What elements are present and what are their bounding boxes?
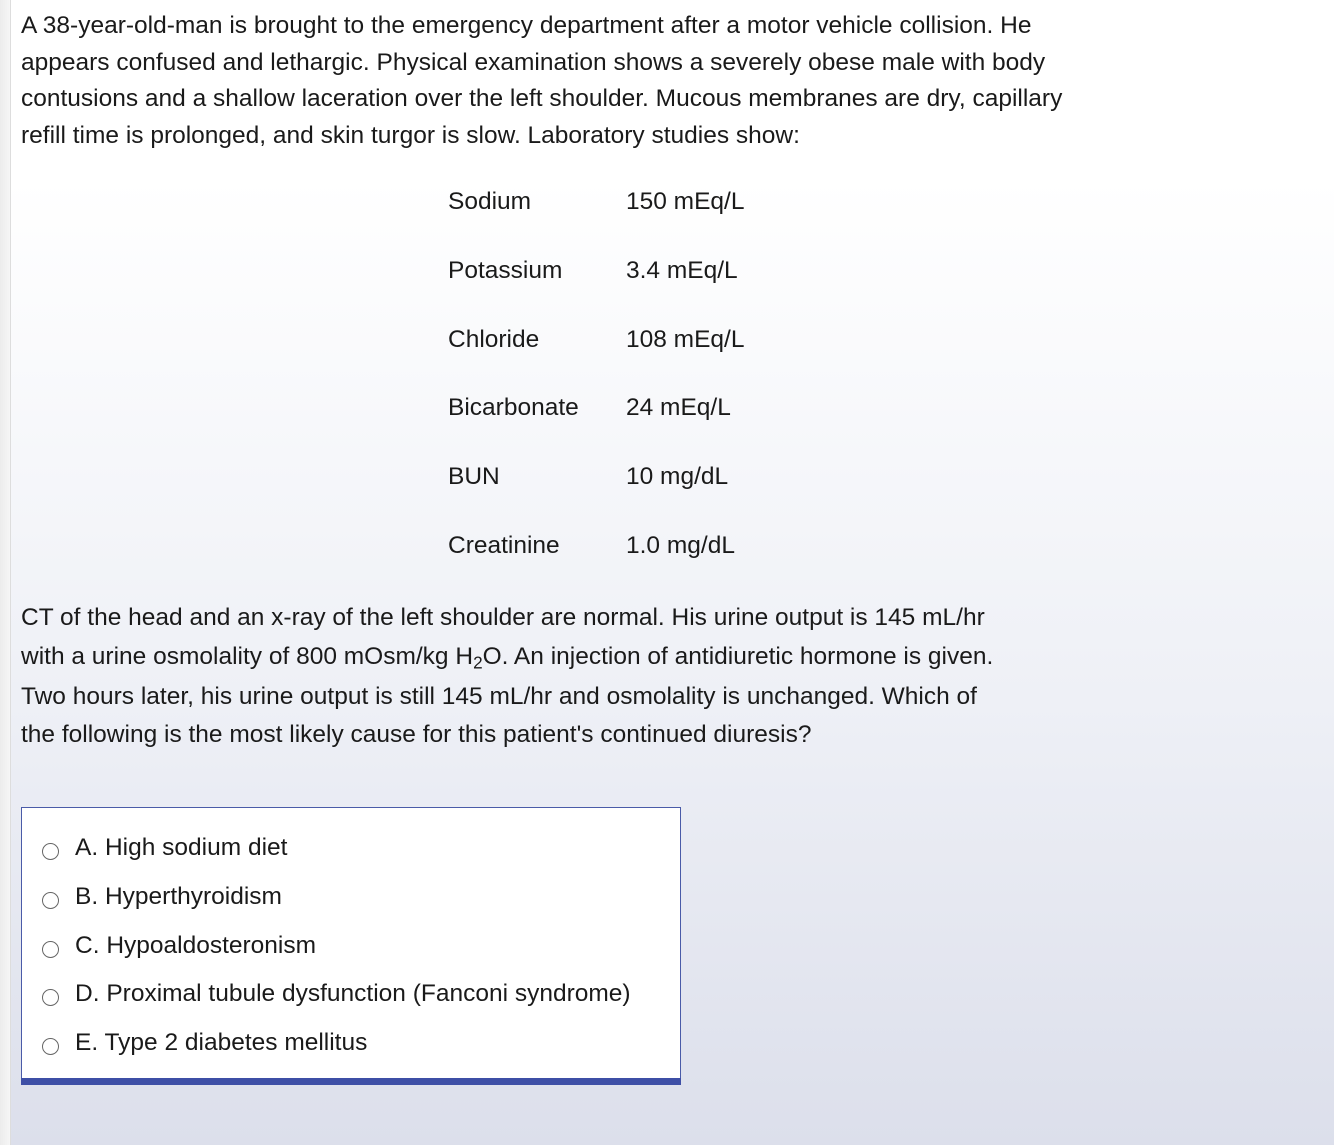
stem-line: [21, 637, 1081, 677]
answer-choice-b[interactable]: [42, 877, 682, 917]
left-border: [0, 0, 11, 1145]
answer-choice-c[interactable]: [42, 926, 682, 966]
stem-line: Two hours later, his urine output is still 145 mL/hr and osmolality is unchanged. Which of: [21, 682, 977, 710]
lab-name: Chloride: [448, 325, 540, 353]
radio-button-icon[interactable]: [42, 989, 59, 1006]
lab-row: [448, 388, 848, 457]
lab-value: 1.0 mg/dL: [626, 531, 735, 559]
choice-letter: C.: [75, 932, 100, 959]
question-stem-intro: A 38-year-old-man is brought to the emergency department after a motor vehicle collision. He appears confused and lethargic. Physical examination shows a severely obese male with body contusions and a shallow laceration over the left shoulder. Mucous membranes are dry, capillary refill time is prolonged, and skin turgor is slow. Laboratory studies show:: [21, 12, 1063, 149]
choice-text: Proximal tubule dysfunction (Fanconi syndrome): [106, 980, 631, 1007]
answer-choice-d[interactable]: [42, 974, 682, 1014]
choice-label: [75, 834, 287, 862]
choice-label: [75, 1029, 367, 1057]
choice-letter: E.: [75, 1029, 99, 1056]
stem-line: CT of the head and an x-ray of the left shoulder are normal. His urine output is 145 mL/hr: [21, 604, 985, 631]
choice-label: [75, 883, 282, 911]
answer-choice-a[interactable]: [42, 828, 682, 868]
choice-label: [75, 932, 316, 960]
answer-choices-panel: [21, 807, 681, 1078]
choice-letter: D.: [75, 980, 100, 1007]
answer-choice-e[interactable]: [42, 1023, 682, 1063]
choice-text: Hyperthyroidism: [104, 883, 282, 910]
lab-value: 10 mg/dL: [626, 463, 729, 491]
lab-values-table: [448, 182, 848, 595]
stem-text: O. An injection of antidiuretic hormone is given.: [482, 642, 994, 670]
radio-button-icon[interactable]: [42, 843, 59, 860]
lab-row: [448, 320, 848, 389]
lab-name: Creatinine: [448, 531, 560, 559]
lab-value: 150 mEq/L: [626, 188, 745, 215]
choice-text: High sodium diet: [104, 834, 288, 861]
radio-button-icon[interactable]: [42, 1038, 59, 1055]
lab-name: Potassium: [448, 256, 563, 284]
radio-button-icon[interactable]: [42, 941, 59, 958]
lab-row: [448, 251, 848, 320]
stem-text: with a urine osmolality of 800 mOsm/kg H: [21, 642, 474, 670]
lab-row: [448, 526, 848, 595]
subscript: 2: [473, 651, 483, 672]
lab-name: Bicarbonate: [448, 394, 579, 422]
lab-value: 3.4 mEq/L: [626, 256, 738, 284]
choice-text: Type 2 diabetes mellitus: [104, 1029, 368, 1056]
lab-row: [448, 457, 848, 526]
stem-line: the following is the most likely cause for this patient's continued diuresis?: [21, 720, 812, 748]
lab-value: 108 mEq/L: [626, 325, 745, 353]
choice-letter: B.: [75, 883, 99, 910]
choice-letter: A.: [75, 834, 99, 861]
question-stem-followup: [21, 600, 1081, 753]
lab-row: [448, 182, 848, 251]
lab-value: 24 mEq/L: [626, 394, 731, 422]
lab-name: Sodium: [448, 188, 532, 215]
choice-label: [75, 980, 631, 1008]
lab-name: BUN: [448, 463, 500, 491]
choice-text: Hypoaldosteronism: [106, 932, 317, 959]
choices-panel-bottom-bar: [21, 1078, 681, 1085]
radio-button-icon[interactable]: [42, 892, 59, 909]
